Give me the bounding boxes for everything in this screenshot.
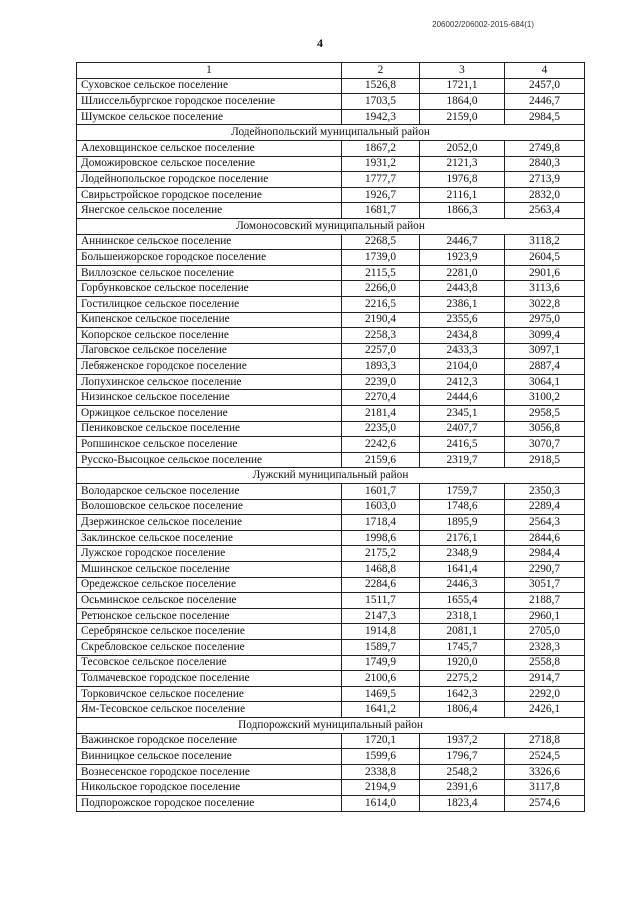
table-row: [77, 359, 585, 375]
value-cell: 2984,5: [505, 109, 585, 125]
value-cell: 2081,1: [420, 624, 505, 640]
table-row: [77, 671, 585, 687]
value-cell: 1526,8: [342, 78, 420, 94]
value-cell: 2292,0: [505, 686, 585, 702]
value-cell: 2181,4: [342, 406, 420, 422]
value-cell: 2216,5: [342, 296, 420, 312]
value-cell: 3099,4: [505, 328, 585, 344]
value-cell: 3113,6: [505, 281, 585, 297]
value-cell: 1642,3: [420, 686, 505, 702]
value-cell: 1614,0: [342, 795, 420, 811]
value-cell: 1745,7: [420, 639, 505, 655]
value-cell: 1931,2: [342, 156, 420, 172]
value-cell: 1998,6: [342, 530, 420, 546]
value-cell: 2604,5: [505, 250, 585, 266]
value-cell: 2104,0: [420, 359, 505, 375]
table-row: [77, 78, 585, 94]
value-cell: 1603,0: [342, 499, 420, 515]
settlement-name: Толмачевское городское поселение: [77, 671, 342, 687]
value-cell: 1759,7: [420, 484, 505, 500]
value-cell: 3100,2: [505, 390, 585, 406]
settlement-name: Виллозское сельское поселение: [77, 265, 342, 281]
value-cell: 2844,6: [505, 530, 585, 546]
table-row: [77, 484, 585, 500]
value-cell: 2443,8: [420, 281, 505, 297]
value-cell: 2147,3: [342, 608, 420, 624]
settlement-name: Доможировское сельское поселение: [77, 156, 342, 172]
table-row: [77, 608, 585, 624]
table-row: [77, 203, 585, 219]
value-cell: 1926,7: [342, 187, 420, 203]
value-cell: 1468,8: [342, 562, 420, 578]
value-cell: 2434,8: [420, 328, 505, 344]
column-header: 3: [420, 63, 505, 79]
settlement-name: Свирьстройское городское поселение: [77, 187, 342, 203]
value-cell: 2386,1: [420, 296, 505, 312]
table-row: [77, 156, 585, 172]
value-cell: 3326,6: [505, 764, 585, 780]
value-cell: 2426,1: [505, 702, 585, 718]
value-cell: 3097,1: [505, 343, 585, 359]
value-cell: 2284,6: [342, 577, 420, 593]
settlement-name: Ретюнское сельское поселение: [77, 608, 342, 624]
value-cell: 2121,3: [420, 156, 505, 172]
value-cell: 1914,8: [342, 624, 420, 640]
value-cell: 2289,4: [505, 499, 585, 515]
district-row: [77, 468, 585, 484]
settlement-name: Большеижорское городское поселение: [77, 250, 342, 266]
district-title: Ломоносовский муниципальный район: [77, 218, 585, 234]
table-row: [77, 452, 585, 468]
table-header-row: [77, 63, 585, 79]
table-row: [77, 530, 585, 546]
settlement-name: Лопухинское сельское поселение: [77, 374, 342, 390]
value-cell: 2548,2: [420, 764, 505, 780]
value-cell: 2446,3: [420, 577, 505, 593]
table-row: [77, 374, 585, 390]
settlement-name: Заклинское сельское поселение: [77, 530, 342, 546]
settlement-name: Вознесенское городское поселение: [77, 764, 342, 780]
table-row: [77, 733, 585, 749]
value-cell: 1937,2: [420, 733, 505, 749]
value-cell: 1703,5: [342, 94, 420, 110]
value-cell: 1976,8: [420, 172, 505, 188]
value-cell: 2350,3: [505, 484, 585, 500]
value-cell: 1599,6: [342, 749, 420, 765]
value-cell: 1720,1: [342, 733, 420, 749]
value-cell: 1469,5: [342, 686, 420, 702]
value-cell: 2524,5: [505, 749, 585, 765]
table-row: [77, 421, 585, 437]
value-cell: 3056,8: [505, 421, 585, 437]
value-cell: 1641,4: [420, 562, 505, 578]
settlement-name: Скребловское сельское поселение: [77, 639, 342, 655]
value-cell: 2887,4: [505, 359, 585, 375]
value-cell: 2391,6: [420, 780, 505, 796]
table-row: [77, 328, 585, 344]
value-cell: 1601,7: [342, 484, 420, 500]
table-row: [77, 562, 585, 578]
settlement-name: Пениковское сельское поселение: [77, 421, 342, 437]
value-cell: 2235,0: [342, 421, 420, 437]
settlement-name: Алеховщинское сельское поселение: [77, 140, 342, 156]
value-cell: 2188,7: [505, 593, 585, 609]
settlement-name: Торковичское сельское поселение: [77, 686, 342, 702]
value-cell: 1923,9: [420, 250, 505, 266]
settlement-name: Ям-Тесовское сельское поселение: [77, 702, 342, 718]
value-cell: 2960,1: [505, 608, 585, 624]
value-cell: 3064,1: [505, 374, 585, 390]
table-row: [77, 312, 585, 328]
settlement-name: Дзержинское сельское поселение: [77, 515, 342, 531]
district-row: [77, 218, 585, 234]
settlement-name: Подпорожское городское поселение: [77, 795, 342, 811]
value-cell: 1866,3: [420, 203, 505, 219]
value-cell: 2446,7: [505, 94, 585, 110]
data-table: [76, 62, 585, 812]
value-cell: 1796,7: [420, 749, 505, 765]
value-cell: 1806,4: [420, 702, 505, 718]
table-row: [77, 94, 585, 110]
table-row: [77, 250, 585, 266]
value-cell: 3117,8: [505, 780, 585, 796]
column-header: 1: [77, 63, 342, 79]
table-row: [77, 655, 585, 671]
value-cell: 2355,6: [420, 312, 505, 328]
value-cell: 2318,1: [420, 608, 505, 624]
settlement-name: Низинское сельское поселение: [77, 390, 342, 406]
value-cell: 3022,8: [505, 296, 585, 312]
value-cell: 2444,6: [420, 390, 505, 406]
value-cell: 1718,4: [342, 515, 420, 531]
value-cell: 2713,9: [505, 172, 585, 188]
settlement-name: Оржицкое сельское поселение: [77, 406, 342, 422]
settlement-name: Осьминское сельское поселение: [77, 593, 342, 609]
value-cell: 2958,5: [505, 406, 585, 422]
table-row: [77, 343, 585, 359]
value-cell: 2705,0: [505, 624, 585, 640]
table-row: [77, 577, 585, 593]
settlement-name: Кипенское сельское поселение: [77, 312, 342, 328]
value-cell: 2194,9: [342, 780, 420, 796]
value-cell: 2239,0: [342, 374, 420, 390]
document-code: 206002/206002-2015-684(1): [432, 20, 534, 29]
value-cell: 2416,5: [420, 437, 505, 453]
district-title: Подпорожский муниципальный район: [77, 717, 585, 733]
table-row: [77, 406, 585, 422]
settlement-name: Ропшинское сельское поселение: [77, 437, 342, 453]
value-cell: 2984,4: [505, 546, 585, 562]
value-cell: 2457,0: [505, 78, 585, 94]
value-cell: 3051,7: [505, 577, 585, 593]
table-row: [77, 499, 585, 515]
value-cell: 2563,4: [505, 203, 585, 219]
table-row: [77, 281, 585, 297]
value-cell: 2433,3: [420, 343, 505, 359]
value-cell: 2319,7: [420, 452, 505, 468]
table-row: [77, 702, 585, 718]
value-cell: 2564,3: [505, 515, 585, 531]
value-cell: 2749,8: [505, 140, 585, 156]
district-row: [77, 125, 585, 141]
value-cell: 1864,0: [420, 94, 505, 110]
value-cell: 2407,7: [420, 421, 505, 437]
settlement-name: Лебяженское городское поселение: [77, 359, 342, 375]
settlement-name: Шлиссельбургское городское поселение: [77, 94, 342, 110]
value-cell: 2558,8: [505, 655, 585, 671]
district-title: Лужский муниципальный район: [77, 468, 585, 484]
value-cell: 2176,1: [420, 530, 505, 546]
district-title: Лодейнопольский муниципальный район: [77, 125, 585, 141]
value-cell: 2266,0: [342, 281, 420, 297]
table-row: [77, 780, 585, 796]
value-cell: 2175,2: [342, 546, 420, 562]
settlement-name: Лужское городское поселение: [77, 546, 342, 562]
settlement-name: Горбунковское сельское поселение: [77, 281, 342, 297]
settlement-name: Шумское сельское поселение: [77, 109, 342, 125]
value-cell: 1589,7: [342, 639, 420, 655]
value-cell: 1748,6: [420, 499, 505, 515]
table-row: [77, 593, 585, 609]
table-row: [77, 437, 585, 453]
value-cell: 1895,9: [420, 515, 505, 531]
column-header: 2: [342, 63, 420, 79]
value-cell: 2281,0: [420, 265, 505, 281]
value-cell: 1823,4: [420, 795, 505, 811]
settlement-name: Янегское сельское поселение: [77, 203, 342, 219]
value-cell: 2832,0: [505, 187, 585, 203]
settlement-name: Важинское городское поселение: [77, 733, 342, 749]
settlement-name: Волошовское сельское поселение: [77, 499, 342, 515]
value-cell: 2914,7: [505, 671, 585, 687]
value-cell: 1681,7: [342, 203, 420, 219]
settlement-name: Тесовское сельское поселение: [77, 655, 342, 671]
value-cell: 2159,6: [342, 452, 420, 468]
value-cell: 1721,1: [420, 78, 505, 94]
value-cell: 2242,6: [342, 437, 420, 453]
value-cell: 1893,3: [342, 359, 420, 375]
settlement-name: Аннинское сельское поселение: [77, 234, 342, 250]
value-cell: 1749,9: [342, 655, 420, 671]
table-row: [77, 686, 585, 702]
table-row: [77, 265, 585, 281]
table-row: [77, 795, 585, 811]
table-row: [77, 546, 585, 562]
value-cell: 2901,6: [505, 265, 585, 281]
value-cell: 1942,3: [342, 109, 420, 125]
settlement-name: Лаговское сельское поселение: [77, 343, 342, 359]
value-cell: 2190,4: [342, 312, 420, 328]
value-cell: 3118,2: [505, 234, 585, 250]
table-row: [77, 109, 585, 125]
settlement-name: Лодейнопольское городское поселение: [77, 172, 342, 188]
table-row: [77, 639, 585, 655]
value-cell: 1739,0: [342, 250, 420, 266]
value-cell: 1920,0: [420, 655, 505, 671]
table-row: [77, 187, 585, 203]
value-cell: 2100,6: [342, 671, 420, 687]
value-cell: 2446,7: [420, 234, 505, 250]
table-body: [77, 78, 585, 811]
value-cell: 2258,3: [342, 328, 420, 344]
value-cell: 2257,0: [342, 343, 420, 359]
value-cell: 2328,3: [505, 639, 585, 655]
value-cell: 1655,4: [420, 593, 505, 609]
table-row: [77, 296, 585, 312]
value-cell: 2275,2: [420, 671, 505, 687]
table-row: [77, 390, 585, 406]
table-row: [77, 234, 585, 250]
column-header: 4: [505, 63, 585, 79]
value-cell: 1641,2: [342, 702, 420, 718]
settlement-name: Никольское городское поселение: [77, 780, 342, 796]
value-cell: 2348,9: [420, 546, 505, 562]
value-cell: 2840,3: [505, 156, 585, 172]
value-cell: 2115,5: [342, 265, 420, 281]
value-cell: 2718,8: [505, 733, 585, 749]
table-row: [77, 764, 585, 780]
value-cell: 2338,8: [342, 764, 420, 780]
table-row: [77, 515, 585, 531]
value-cell: 2290,7: [505, 562, 585, 578]
value-cell: 1867,2: [342, 140, 420, 156]
settlement-name: Гостилицкое сельское поселение: [77, 296, 342, 312]
value-cell: 2116,1: [420, 187, 505, 203]
settlement-name: Мшинское сельское поселение: [77, 562, 342, 578]
value-cell: 2052,0: [420, 140, 505, 156]
value-cell: 2412,3: [420, 374, 505, 390]
value-cell: 2918,5: [505, 452, 585, 468]
value-cell: 1777,7: [342, 172, 420, 188]
settlement-name: Серебрянское сельское поселение: [77, 624, 342, 640]
value-cell: 2270,4: [342, 390, 420, 406]
settlement-name: Оредежское сельское поселение: [77, 577, 342, 593]
page-number: 4: [317, 36, 323, 50]
settlement-name: Русско-Высоцкое сельское поселение: [77, 452, 342, 468]
value-cell: 2975,0: [505, 312, 585, 328]
table-row: [77, 140, 585, 156]
district-row: [77, 717, 585, 733]
value-cell: 1511,7: [342, 593, 420, 609]
table-row: [77, 749, 585, 765]
settlement-name: Винницкое сельское поселение: [77, 749, 342, 765]
table-row: [77, 624, 585, 640]
value-cell: 2159,0: [420, 109, 505, 125]
settlement-name: Суховское сельское поселение: [77, 78, 342, 94]
value-cell: 2574,6: [505, 795, 585, 811]
settlement-name: Копорское сельское поселение: [77, 328, 342, 344]
value-cell: 2345,1: [420, 406, 505, 422]
table-row: [77, 172, 585, 188]
settlement-name: Володарское сельское поселение: [77, 484, 342, 500]
value-cell: 2268,5: [342, 234, 420, 250]
value-cell: 3070,7: [505, 437, 585, 453]
